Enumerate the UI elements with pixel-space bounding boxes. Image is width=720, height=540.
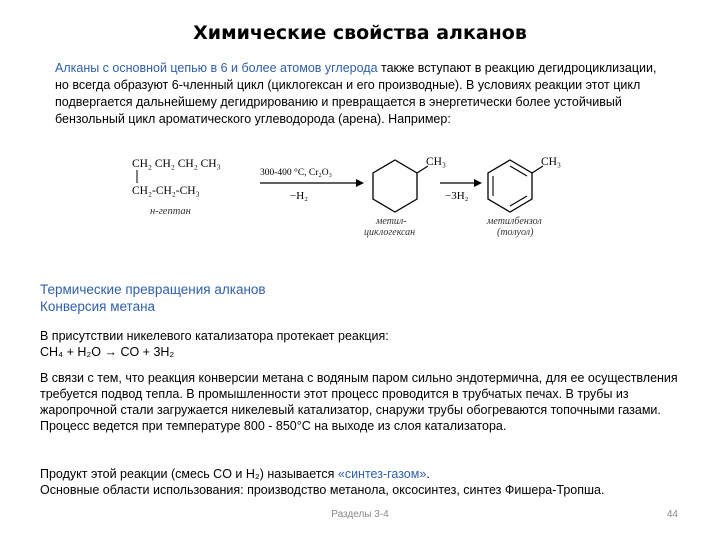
heptane-name: н-гептан	[150, 206, 191, 217]
process-paragraph: В связи с тем, что реакция конверсии метана с водяным паром сильно эндотермична, для ее осуществления требуется подвод тепла. В промышленности этот процесс проводится в трубчатых печах. В трубы из жаропрочной стали загружается никелевый катализатор, снаружи трубы обогреваются топочными газами. Процесс ведется при температуре 800 - 850°C на выходе из слоя катализатора.	[40, 371, 678, 433]
intro-text: также вступают в реакцию дегидроциклизации, но всегда образуют 6-членный цикл (циклогексан и его производные). В условиях реакции этот цикл подвергается дальнейшему дегидрированию и превращается в энергетически более устойчивый бензольный цикл ароматического углеводорода (арена). Например:	[55, 61, 657, 126]
arrow1-conditions: 300-400 °C, Cr₂O₃	[260, 168, 332, 178]
footer-section: Разделы 3-4	[331, 509, 389, 520]
heptane-line2: CH₂-CH₂-CH₃	[132, 185, 200, 197]
syngas-text-1: Продукт этой реакции (смесь CO и H₂) называется	[40, 467, 338, 481]
section-heading-1: Термические превращения алканов	[40, 282, 266, 297]
reaction-scheme-drawing	[120, 150, 590, 245]
applications-sentence: Основные области использования: производство метанола, оксосинтез, синтез Фишера-Тропша.	[40, 483, 605, 497]
heptane-line1: CH₂ CH₂ CH₂ CH₃	[132, 158, 221, 170]
syngas-sentence	[40, 466, 680, 482]
toluene-name1: метилбензол	[487, 216, 542, 227]
arrow1-bottom: −H₂	[290, 190, 308, 202]
section-heading	[40, 281, 680, 315]
syngas-paragraph	[40, 466, 680, 498]
cyclohexane-ring	[373, 160, 417, 212]
toluene-ch3: CH₃	[541, 156, 561, 168]
toluene-name2: (толуол)	[497, 227, 534, 238]
intro-paragraph	[55, 60, 670, 128]
benzene-double-bond-3	[510, 196, 527, 206]
catalyst-sentence: В присутствии никелевого катализатора протекает реакция:	[40, 329, 389, 343]
methylcyclohexane-ch3: CH₃	[426, 156, 446, 168]
section-heading-2: Конверсия метана	[40, 299, 156, 314]
arrow2-head	[474, 179, 482, 187]
syngas-term: «синтез-газом»	[337, 467, 427, 481]
slide-title: Химические свойства алканов	[193, 22, 527, 44]
arrow1-head	[356, 179, 364, 187]
reaction-scheme	[120, 150, 590, 245]
catalyst-paragraph	[40, 328, 680, 360]
arrow2-bottom: −3H₂	[445, 190, 469, 202]
methylcyclohexane-name1: метил-	[376, 216, 407, 227]
syngas-text-2: .	[426, 467, 430, 481]
benzene-ring	[488, 160, 532, 212]
methylcyclohexane-name2: циклогексан	[364, 227, 416, 238]
benzene-double-bond-2	[510, 166, 527, 176]
intro-highlight: Алканы с основной цепью в 6 и более атомов углерода	[55, 61, 378, 75]
reaction-equation: CH₄ + H₂O → CO + 3H₂	[40, 345, 175, 359]
page-number: 44	[666, 509, 678, 520]
